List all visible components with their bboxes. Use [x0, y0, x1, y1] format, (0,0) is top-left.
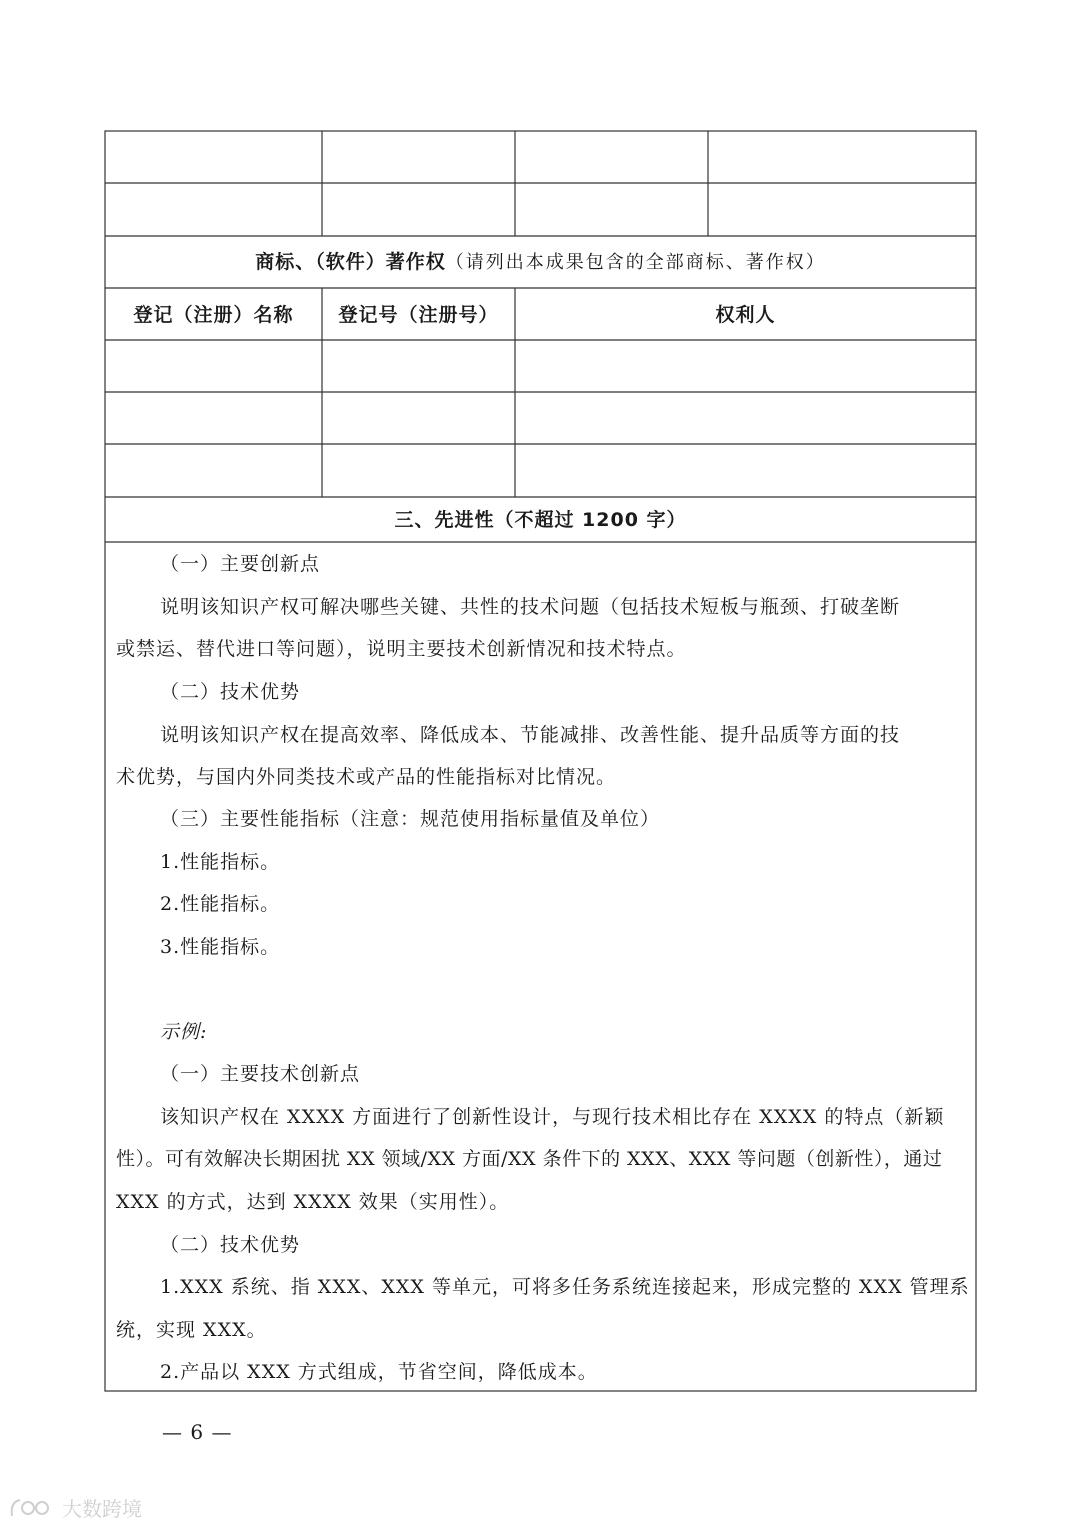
innovation-text-line-1: 说明该知识产权可解决哪些关键、共性的技术问题（包括技术短板与瓶颈、打破垄断 — [160, 596, 901, 618]
column-header-rights-holder: 权利人 — [715, 304, 776, 326]
example-innovation-line-3: XXX 的方式，达到 XXXX 效果（实用性）。 — [116, 1191, 510, 1213]
trademark-note: （请列出本成果包含的全部商标、著作权） — [445, 252, 826, 273]
advantage-heading: （二）技术优势 — [160, 681, 301, 703]
column-header-registration-name: 登记（注册）名称 — [133, 304, 294, 326]
example-advantage-heading: （二）技术优势 — [160, 1234, 301, 1256]
example-advantage-line-2: 统，实现 XXX。 — [116, 1319, 267, 1341]
innovation-text-line-2: 或禁运、替代进口等问题），说明主要技术创新情况和技术特点。 — [116, 638, 687, 660]
example-advantage-line-3: 2.产品以 XXX 方式组成，节省空间，降低成本。 — [160, 1361, 598, 1383]
example-label: 示例: — [160, 1021, 208, 1043]
advantage-text-line-1: 说明该知识产权在提高效率、降低成本、节能减排、改善性能、提升品质等方面的技 — [160, 724, 901, 746]
trademark-title: 商标、（软件）著作权 — [255, 251, 446, 273]
watermark-text: 大数跨境 — [62, 1497, 142, 1521]
innovation-heading: （一）主要创新点 — [160, 553, 321, 575]
performance-item-1: 1.性能指标。 — [160, 851, 281, 873]
column-header-registration-number: 登记号（注册号） — [338, 304, 499, 326]
performance-heading: （三）主要性能指标（注意：规范使用指标量值及单位） — [160, 808, 661, 830]
example-innovation-line-2: 性）。可有效解决长期困扰 XX 领域/XX 方面/XX 条件下的 XXX、XXX 等问题（创新性），通过 — [116, 1148, 943, 1170]
section-3-heading: 三、先进性（不超过 1200 字） — [394, 509, 687, 531]
performance-item-2: 2.性能指标。 — [160, 893, 281, 915]
watermark — [8, 1493, 142, 1522]
performance-item-3: 3.性能指标。 — [160, 936, 281, 958]
example-innovation-heading: （一）主要技术创新点 — [160, 1063, 361, 1085]
example-innovation-line-1: 该知识产权在 XXXX 方面进行了创新性设计，与现行技术相比存在 XXXX 的特点（新颖 — [160, 1106, 945, 1128]
advantage-text-line-2: 术优势，与国内外同类技术或产品的性能指标对比情况。 — [116, 766, 617, 788]
trademark-section-heading — [105, 250, 976, 275]
example-advantage-line-1: 1.XXX 系统、指 XXX、XXX 等单元，可将多任务系统连接起来，形成完整的 XXX 管理系 — [160, 1276, 970, 1298]
page-number: — 6 — — [162, 1420, 233, 1444]
watermark-logo-icon — [8, 1496, 56, 1520]
